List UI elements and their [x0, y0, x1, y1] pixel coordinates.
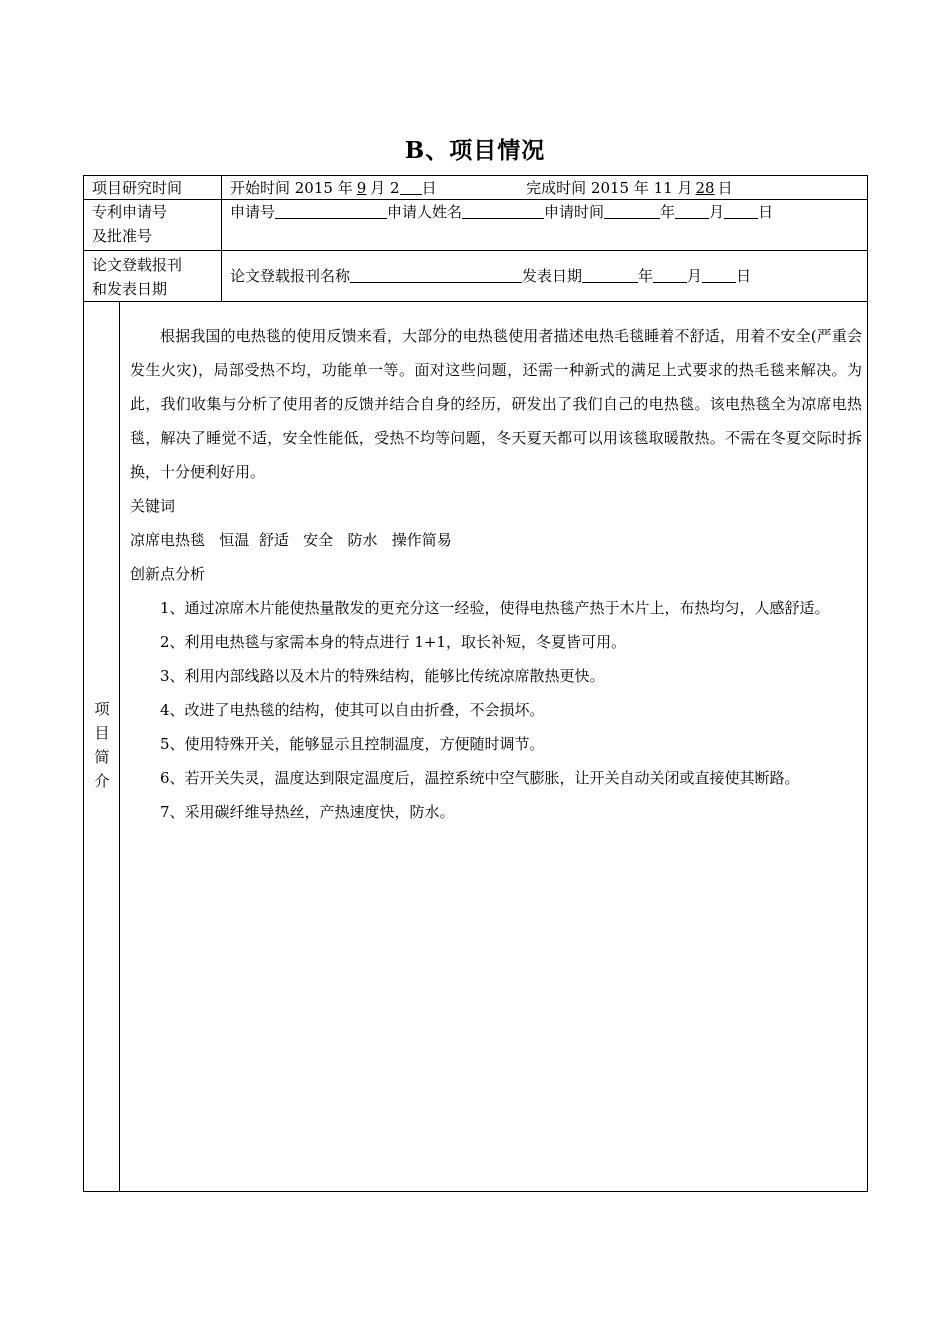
side-char-3: 简: [94, 748, 110, 766]
research-time-label: 项目研究时间: [84, 176, 222, 199]
patent-label: [84, 200, 222, 250]
app-month-label: 月: [709, 203, 725, 221]
journal-label: 论文登载报刊名称: [230, 267, 351, 285]
pub-month-label: 月: [687, 267, 703, 285]
app-day-blank: [724, 202, 758, 219]
pub-day-blank: [702, 266, 736, 283]
pub-month-blank: [653, 266, 687, 283]
summary-content: [130, 319, 862, 829]
end-day: 28: [695, 179, 715, 197]
side-char-2: 目: [94, 724, 110, 742]
innovation-heading: 创新点分析: [130, 565, 206, 583]
applicant-blank: [462, 202, 544, 219]
innovation-point-1: 1、通过凉席木片能使热量散发的更充分这一经验，使得电热毯产热于木片上，布热均匀，人感舒适。: [160, 599, 830, 617]
summary-side-label: [84, 697, 120, 793]
app-year-blank: [604, 202, 660, 219]
project-info-table: [83, 175, 868, 1192]
journal-blank: [350, 266, 522, 283]
research-time-row: [84, 176, 867, 200]
pub-day-label: 日: [736, 267, 752, 285]
start-month: 9: [356, 179, 367, 197]
keywords-heading: 关键词: [130, 497, 176, 515]
pub-date-label: 发表日期: [522, 267, 583, 285]
innovation-point-7: 7、采用碳纤维导热丝，产热速度快，防水。: [160, 803, 455, 821]
paper-row: [84, 251, 867, 302]
innovation-point-3: 3、利用内部线路以及木片的特殊结构，能够比传统凉席散热更快。: [160, 667, 605, 685]
intro-paragraph: 根据我国的电热毯的使用反馈来看，大部分的电热毯使用者描述电热毛毯睡着不舒适，用着不安全(严重会发生火灾)，局部受热不均，功能单一等。面对这些问题，还需一种新式的满足上式要求的热毛毯来解决。为此，我们收集与分析了使用者的反馈并结合自身的经历，研发出了我们自己的电热毯。该电热毯全为凉席电热毯，解决了睡觉不适，安全性能低，受热不均等问题，冬天夏天都可以用该毯取暖散热。不需在冬夏交际时拆换，十分便利好用。: [130, 327, 862, 481]
research-time-value: [222, 176, 867, 199]
page-title: B、项目情况: [404, 137, 546, 164]
app-day-label: 日: [758, 203, 774, 221]
paper-value: [222, 251, 867, 301]
start-day-blank: [400, 178, 422, 195]
applicant-label: 申请人姓名: [387, 203, 463, 221]
patent-label-line1: 专利申请号: [92, 203, 168, 221]
app-time-label: 申请时间: [544, 203, 605, 221]
innovation-point-5: 5、使用特殊开关，能够显示且控制温度，方便随时调节。: [160, 735, 545, 753]
start-time-prefix: 开始时间 2015 年: [230, 179, 353, 197]
patent-value: [222, 200, 867, 250]
summary-side-cell: [84, 302, 120, 1191]
innovation-point-6: 6、若开关失灵，温度达到限定温度后，温控系统中空气膨胀，让开关自动关闭或直接使其断路。: [160, 769, 800, 787]
app-year-label: 年: [660, 203, 676, 221]
app-no-blank: [275, 202, 387, 219]
innovation-point-2: 2、利用电热毯与家需本身的特点进行 1+1，取长补短，冬夏皆可用。: [160, 633, 626, 651]
side-char-1: 项: [94, 700, 110, 718]
innovation-point-4: 4、改进了电热毯的结构，使其可以自由折叠，不会损坏。: [160, 701, 545, 719]
end-time-prefix: 完成时间 2015 年 11 月: [526, 179, 693, 197]
patent-row: [84, 200, 867, 251]
app-no-label: 申请号: [230, 203, 276, 221]
side-char-4: 介: [94, 772, 110, 790]
keywords-text: 凉席电热毯 恒温 舒适 安全 防水 操作简易: [130, 531, 452, 549]
paper-label-line2: 和发表日期: [92, 280, 168, 298]
start-month-suffix: 月 2: [370, 179, 400, 197]
app-month-blank: [675, 202, 709, 219]
pub-year-label: 年: [638, 267, 654, 285]
start-day-suffix: 日: [421, 179, 437, 197]
pub-year-blank: [582, 266, 638, 283]
patent-label-line2: 及批准号: [92, 227, 153, 245]
paper-label-line1: 论文登载报刊: [92, 256, 183, 274]
end-day-suffix: 日: [717, 179, 733, 197]
paper-label: [84, 251, 222, 301]
